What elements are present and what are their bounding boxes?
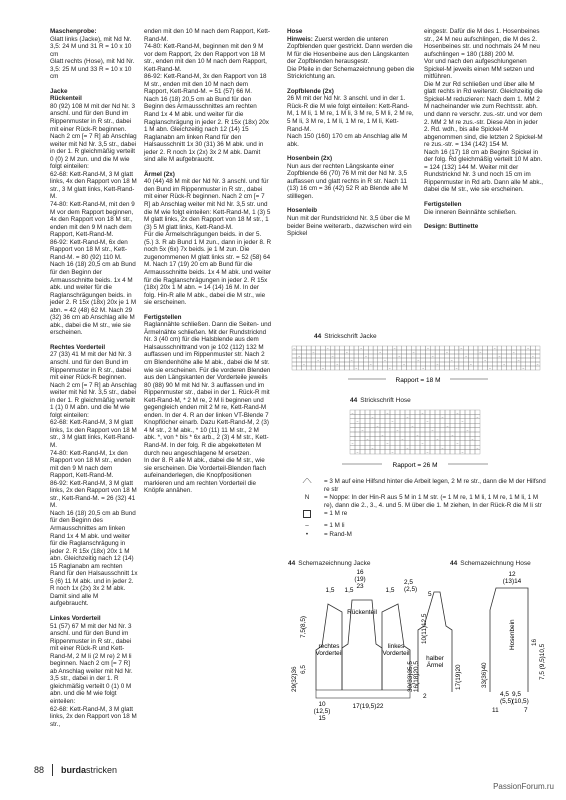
col2-paragraph-5: Ärmel (2x) <box>144 170 175 178</box>
svg-text:6,5: 6,5 <box>300 665 307 674</box>
svg-text:–: – <box>484 358 486 363</box>
svg-text:(13)14: (13)14 <box>502 578 522 585</box>
bund-band <box>316 690 410 698</box>
svg-text:–: – <box>351 441 354 446</box>
svg-text:–: – <box>455 366 458 371</box>
svg-text:–: – <box>396 428 399 433</box>
svg-text:(12,5): (12,5) <box>313 708 331 715</box>
svg-text:11: 11 <box>492 707 499 714</box>
col3-paragraph-11: Hosenleib <box>287 207 318 215</box>
svg-text:–: – <box>427 346 429 351</box>
legend-item <box>296 510 546 521</box>
col4-paragraph-1: Vor und nach den aufgeschlungenen Spickel-M jeweils einen MM setzen und mitführen. <box>424 58 535 81</box>
svg-text:–: – <box>398 354 401 359</box>
svg-text:–: – <box>493 346 496 351</box>
svg-text:17(19)20: 17(19)20 <box>455 664 462 690</box>
legend-symbol-blank <box>296 510 318 521</box>
svg-text:halber: halber <box>426 655 444 662</box>
svg-text:–: – <box>466 428 469 433</box>
svg-text:–: – <box>326 346 329 351</box>
svg-text:–: – <box>379 350 382 355</box>
svg-text:–: – <box>312 350 315 355</box>
svg-text:16: 16 <box>531 638 538 646</box>
svg-text:–: – <box>446 424 449 428</box>
svg-text:–: – <box>384 358 386 363</box>
svg-text:Hosenbein: Hosenbein <box>509 619 516 650</box>
col2-paragraph-2: 86-92: Kett-Rand-M, 3x den Rapport von 18 M str., enden mit den 10 M nach dem Rapport, Kett-Rand-M. = 51 (57) 66 M. <box>144 73 267 96</box>
svg-text:linkes: linkes <box>387 643 405 650</box>
col1-paragraph-15: 62-68: Kett-Rand-M, 3 M glatt links, 1x den Rapport von 18 M str., 3 M glatt links, Kett-Rand-M. <box>50 419 137 449</box>
svg-text:–: – <box>471 437 474 442</box>
svg-text:29(32)36: 29(32)36 <box>291 666 298 692</box>
legend-text: = Noppe: In der Hin-R aus 5 M in 1 M str. (= 1 M re, 1 M li, 1 M re, 1 M li, 1 M re), dann die 2., 3., 4. und 5. M über die 1. M ziehen, In der Rück-R die M li str <box>324 494 542 509</box>
svg-text:(5,5): (5,5) <box>500 698 514 705</box>
svg-text:–: – <box>431 354 434 359</box>
chart-legend <box>296 478 546 539</box>
col4-paragraph-6: Die inneren Beinnähte schließen. <box>424 208 517 216</box>
knitting-grid-hose <box>350 410 480 454</box>
svg-text:Vorderteil: Vorderteil <box>382 650 410 657</box>
svg-text:4,5: 4,5 <box>500 691 509 698</box>
svg-text:–: – <box>446 350 448 355</box>
text-column-3 <box>287 28 415 238</box>
svg-text:–: – <box>361 428 364 433</box>
col1-paragraph-7: Nach 2 cm [= 7 R] ab Anschlag weiter mit Nd Nr. 3,5 str., dabei in der 1. R gleichmäßig verteilt 0 (0) 2 M zun. und die M wie folgt einteilen: <box>50 133 137 171</box>
svg-text:10(11)12,5: 10(11)12,5 <box>421 613 428 644</box>
svg-text:–: – <box>436 362 439 367</box>
watermark: PassionForum.ru <box>493 782 554 791</box>
svg-text:–: – <box>522 366 525 371</box>
svg-text:–: – <box>426 450 429 455</box>
svg-text:–: – <box>376 424 379 428</box>
svg-text:–: – <box>317 358 320 363</box>
svg-text:–: – <box>461 450 464 455</box>
svg-text:–: – <box>512 350 515 355</box>
svg-text:(2,5): (2,5) <box>404 586 418 593</box>
svg-text:–: – <box>422 366 424 371</box>
chart-hose <box>340 406 490 470</box>
knitting-grid-jacke <box>292 346 540 370</box>
svg-text:–: – <box>416 432 419 437</box>
legend-item <box>296 531 546 539</box>
svg-text:Rückenteil: Rückenteil <box>347 609 377 616</box>
svg-text:(10,5): (10,5) <box>512 698 529 705</box>
svg-text:–: – <box>436 437 439 442</box>
svg-text:–: – <box>298 354 300 359</box>
col2-paragraph-6: 40 (44) 48 M mit der Nd Nr. 3 anschl. und für den Bund im Rippenmuster in R str., dabei mit einer Rück-R beginnen. Nach 2 cm [= 7 R] ab Anschlag weiter mit Nd Nr. 3,5 str. und die M wie folgt einteilen: Kett-Rand-M, 1 (3) 5 M glatt links, 2x den Rapport von 18 M str., 1 (3) 5 M glatt links, Kett-Rand-M. <box>144 178 271 231</box>
col2-paragraph-3: Nach 16 (18) 20,5 cm ab Bund für den Beginn des Armausschnittes am rechten Rand 1x 4 M abk. und weiter für die Raglanschrägung in jeder 2. R 15x (18x) 20x 1 M abn. Gleichzeitig nach 12 (14) 15 Raglanabn am linken Rand für den Halsausschnitt 1x 30 (31) 36 M abk. und in jeder 2. R noch 1x (2x) 3x 2 M abk. Damit sind alle M aufgebraucht. <box>144 95 269 164</box>
svg-text:–: – <box>388 366 391 371</box>
svg-text:–: – <box>386 410 389 415</box>
svg-text:–: – <box>391 419 394 424</box>
svg-text:12: 12 <box>508 571 516 578</box>
svg-text:–: – <box>470 362 472 367</box>
svg-text:–: – <box>431 428 434 433</box>
legend-symbol-N: N <box>304 494 310 502</box>
svg-text:1,5: 1,5 <box>344 587 354 594</box>
col4-paragraph-3: Nach 16 (17) 18 cm ab Beginn Spickel in der folg. Rd gleichmäßig verteilt 10 M abn. = 124 (132) 144 M. Weiter mit der Rundstricknd Nr. 3 und noch 15 cm im Rippenmuster in Rd arb. Dann alle M abk., dabei die M str., wie sie erscheinen. <box>424 148 543 194</box>
col1-paragraph-8: 62-68: Kett-Rand-M, 3 M glatt links, 4x den Rapport von 18 M str., 3 M glatt links, Kett-Rand-M. <box>50 170 137 201</box>
svg-text:–: – <box>441 415 444 420</box>
svg-text:–: – <box>366 437 369 442</box>
svg-text:–: – <box>450 358 453 363</box>
text-column-1 <box>50 28 138 728</box>
svg-text:–: – <box>346 350 348 355</box>
svg-text:Ärmel: Ärmel <box>426 662 444 669</box>
svg-text:rechtes: rechtes <box>318 643 340 650</box>
col1-paragraph-17: 86-92: Kett-Rand-M, 3 M glatt links, 2x den Rapport von 18 M str., Kett-Rand-M. = 26 (32) 41 M. <box>50 479 137 510</box>
svg-text:–: – <box>421 410 424 415</box>
svg-text:–: – <box>479 350 482 355</box>
col1-paragraph-16: 74-80: Kett-Rand-M, 1x den Rapport von 18 M str., enden mit den 9 M nach dem Rapport, Kett-Rand-M. <box>50 449 132 480</box>
svg-text:–: – <box>355 366 358 371</box>
svg-text:–: – <box>356 419 359 424</box>
svg-text:–: – <box>356 450 359 455</box>
svg-text:15: 15 <box>318 715 326 720</box>
svg-text:–: – <box>461 419 464 424</box>
svg-text:–: – <box>517 358 520 363</box>
svg-text:–: – <box>406 415 409 420</box>
col2-paragraph-7: Für die Ärmelschrägungen beids. in der 5. (5.) 3. R ab Bund 1 M zun., dann in jeder 8. R noch 5x (6x) 7x beids. je 1 M zun. Die zugenommenen M glatt links str. = 52 (58) 64 M. Nach 17 (19) 20 cm ab Bund für die Armausschnitte beids. 1x 4 M abk. und weiter für die Raglanschrägungen in jeder 2. R 15x (18x) 20x 1 M abn. = 14 (14) 16 M. In der folg. Hin-R alle M abk., dabei die M str., wie sie erscheinen. <box>144 231 272 307</box>
page-number: 88 <box>34 765 45 775</box>
col2-paragraph-0: enden mit den 10 M nach dem Rapport, Kett-Rand-M. <box>144 28 271 43</box>
legend-symbol-cable: ⟋⟍ <box>302 478 312 485</box>
svg-text:7,5 (9,5)10,5: 7,5 (9,5)10,5 <box>539 643 546 680</box>
col1-paragraph-21: 51 (57) 67 M mit der Nd Nr. 3 anschl. und für den Bund im Rippenmuster in R str., dabei mit einer Rück-R und Kett-Rand-M, 2 M li (2 M re) 2 M li beginnen. Nach 2 cm [= 7 R] ab Anschlag weiter mit Nd Nr. 3,5 str., dabei in der 1. R gleichmäßig verteilt 0 (1) 0 M abn. und die M wie folgt einteilen: <box>50 622 133 706</box>
col4-paragraph-5: Fertigstellen <box>424 201 462 209</box>
legend-item <box>296 522 546 530</box>
svg-text:–: – <box>476 446 479 450</box>
svg-text:9,5: 9,5 <box>512 691 521 698</box>
legend-item <box>296 478 546 493</box>
page-footer <box>34 764 117 776</box>
col4-paragraph-0: eingestr. Dafür die M des 1. Hosenbeines str., 24 M neu aufschlingen, die M des 2. Hosenbeines str. und nochmals 24 M neu aufschlingen = 180 (188) 200 M. <box>424 28 540 58</box>
svg-text:–: – <box>465 354 467 359</box>
col3-paragraph-5: 26 M mit der Nd Nr. 3 anschl. und in der 1. Rück-R die M wie folgt einteilen: Kett-Rand-M, 1 M li, 1 M re, 1 M li, 3 M re, 5 M li, 2 M re, 5 M li, 3 M re, 1 M li, 1 M re, 1 M li, Kett-Rand-M. <box>287 95 414 133</box>
col2-paragraph-1: 74-80: Kett-Rand-M, beginnen mit den 9 M vor dem Rapport, 2x den Rapport von 18 M str., enden mit den 10 M nach dem Rapport, Kett-Rand-M. <box>144 43 267 73</box>
svg-text:–: – <box>360 346 362 351</box>
col1-paragraph-13: Rechtes Vorderteil <box>50 343 106 351</box>
svg-text:2: 2 <box>423 693 427 700</box>
svg-text:–: – <box>369 362 372 367</box>
svg-text:–: – <box>411 424 414 428</box>
col3-paragraph-1: Hinweis: Zuerst werden die unteren Zopfblenden quer gestrickt. Dann werden die M für die Hosenbeine aus den Längskanten der Zopfblenden herausgestr. <box>287 35 413 66</box>
svg-text:16(18)20,5: 16(18)20,5 <box>413 661 420 692</box>
col1-paragraph-20: Linkes Vorderteil <box>50 615 101 623</box>
chart-hose-rapport: Rapport = 26 M <box>392 462 438 469</box>
col1-paragraph-6: 80 (92) 108 M mit der Nd Nr. 3 anschl. und für den Bund im Rippenmuster in R str., dabei mit einer Rück-R beginnen. <box>50 102 136 133</box>
col1-paragraph-10: 86-92: Kett-Rand-M, 6x den Rapport von 18 M str., Kett-Rand-M. = 80 (92) 110 M. <box>50 238 128 261</box>
legend-symbol-dash: – <box>305 521 309 529</box>
svg-text:–: – <box>532 354 534 359</box>
svg-text:–: – <box>331 354 334 359</box>
col1-paragraph-4: Jacke <box>50 87 68 95</box>
schema-jacke-caption: 44 Schemazeichnung Jacke <box>288 560 371 567</box>
svg-text:–: – <box>350 358 353 363</box>
schema-hose-drawing <box>400 570 550 720</box>
col1-paragraph-22: 62-68: Kett-Rand-M, 3 M glatt links, 2x den Rapport von 18 M str., <box>50 705 137 728</box>
svg-text:–: – <box>417 358 420 363</box>
chart-hose-caption: 44 Strickschrift Hose <box>350 397 411 404</box>
svg-text:33(36)40: 33(36)40 <box>481 662 488 688</box>
svg-text:–: – <box>451 432 454 437</box>
col3-paragraph-2: Die Pfeile in der Schemazeichnung geben die Strickrichtung an. <box>287 65 415 81</box>
svg-text:–: – <box>351 410 354 415</box>
svg-text:10: 10 <box>318 701 326 708</box>
col3-paragraph-9: Nun aus der rechten Längskante einer Zopfblende 66 (70) 76 M mit der Nd Nr. 3,5 auffassen und glatt rechts in R str. Nach 11 (13) 16 cm = 36 (42) 52 R ab Blende alle M stilllegen. <box>287 162 408 200</box>
col2-paragraph-10: Raglannähte schließen. Dann die Seiten- und Ärmelnähte schließen. Mit der Rundstricknd Nr. 3 (40 cm) für die Halsblende aus dem Halsausschnittrand von je 102 (112) 132 M auffassen und im Rippenmuster str. Nach 2 cm Blendenhöhe alle M abk., dabei die M str. wie sie erscheinen. Für die vorderen Blenden aus den Längskanten der Vorderteile jeweils 80 (88) 90 M mit Nd Nr. 3 auffassen und im Rippenmuster str., dabei in der 1. Rück-R mit Kett-Rand-M, * 2 M re, 2 M li beginnen und gegengleich enden mit 2 M re, Kett-Rand-M enden. In der 4. R an der linken VT-Blende 7 Knopflöcher einarb. Dazu Kett-Rand-M, 2 (3) 4 M str., 2 M abk., * 10 (11) 11 M str., 2 M abk. *, von * bis * 6x arb., 2 (3) 4 M str., Kett-Rand-M. In der folg. R die abgeketteten M durch neu angeschlagene M ersetzen. <box>144 321 272 457</box>
col1-paragraph-2: Glatt rechts (Hose), mit Nd Nr. 3,5: 25 M und 33 R = 10 x 10 cm <box>50 58 135 81</box>
svg-text:–: – <box>303 362 305 367</box>
col1-paragraph-5: Rückenteil <box>50 95 82 103</box>
svg-text:–: – <box>489 366 491 371</box>
svg-text:1,5: 1,5 <box>325 587 335 594</box>
footer-divider <box>52 764 53 776</box>
col4-paragraph-8: Design: Buttinette <box>424 223 479 231</box>
text-column-4 <box>424 28 544 231</box>
svg-text:7,5(8,5): 7,5(8,5) <box>300 615 307 638</box>
col1-paragraph-9: 74-80: Kett-Rand-M, mit den 9 M vor dem Rapport beginnen, 4x den Rapport von 18 M str., enden mit den 9 M nach dem Rapport, Kett-Rand-M. <box>50 201 135 239</box>
svg-text:–: – <box>406 446 409 450</box>
col2-paragraph-11: In der 8. R alle M abk., dabei die M str., wie sie erscheinen. Die Vorderteil-Blenden flach aufeinanderlegen, die Knopfpositionen markieren und am rechten Vorderteil die Knöpfe annähen. <box>144 457 267 495</box>
svg-text:–: – <box>460 346 463 351</box>
svg-text:5: 5 <box>428 591 432 598</box>
legend-text: = 3 M auf eine Hilfsnd hinter die Arbeit legen, 2 M re str., dann die M der Hilfsnd re str <box>324 478 546 493</box>
legend-text: = 1 M li <box>324 521 345 529</box>
chart-jacke <box>288 342 550 384</box>
svg-text:–: – <box>421 441 424 446</box>
svg-text:–: – <box>476 415 479 420</box>
col3-paragraph-0: Hose <box>287 28 303 35</box>
chart-jacke-rapport: Rapport = 18 M <box>395 377 441 384</box>
svg-text:–: – <box>412 350 415 355</box>
svg-text:1,5: 1,5 <box>385 587 395 594</box>
col3-paragraph-8: Hosenbein (2x) <box>287 155 333 163</box>
svg-text:–: – <box>386 441 389 446</box>
col1-paragraph-11: Nach 16 (18) 20,5 cm ab Bund für den Beginn der Armausschnitte beids. 1x 4 M abk. und weiter für die Raglanschrägungen beids. in jeder 2. R 15x (18x) 20x je 1 M abn. = 42 (48) 62 M. Nach 29 (32) 36 cm ab Anschlag alle M abk., dabei die M str., wie sie erscheinen. <box>50 261 137 337</box>
svg-text:–: – <box>365 354 367 359</box>
svg-text:17(19,5)22: 17(19,5)22 <box>352 703 384 710</box>
svg-text:–: – <box>456 410 459 415</box>
schema-hose-caption: 44 Schemazeichnung Hose <box>450 560 531 567</box>
svg-text:7: 7 <box>524 707 528 714</box>
svg-text:–: – <box>393 346 396 351</box>
svg-text:Vorderteil: Vorderteil <box>315 650 343 657</box>
svg-text:–: – <box>293 346 296 351</box>
legend-text: = 1 M re <box>324 510 348 518</box>
chart-jacke-caption: 44 Strickschrift Jacke <box>314 333 377 340</box>
col1-paragraph-0: Maschenprobe: <box>50 28 97 35</box>
svg-text:–: – <box>426 419 429 424</box>
col3-paragraph-6: Nach 150 (160) 170 cm ab Anschlag alle M abk. <box>287 133 408 148</box>
col1-paragraph-1: Glatt links (Jacke), mit Nd Nr. 3,5: 24 M und 31 R = 10 x 10 cm <box>50 35 132 58</box>
col3-paragraph-12: Nun mit der Rundstricknd Nr. 3,5 über die M beider Beine weiterarb., dazwischen wird ein Spickel <box>287 215 412 238</box>
svg-text:–: – <box>536 362 539 367</box>
svg-text:–: – <box>401 437 404 442</box>
svg-text:–: – <box>371 415 374 420</box>
svg-text:(19): (19) <box>354 576 366 583</box>
svg-text:30(33)35,5: 30(33)35,5 <box>407 661 414 692</box>
svg-text:–: – <box>527 346 529 351</box>
svg-text:–: – <box>503 362 506 367</box>
svg-text:–: – <box>456 441 459 446</box>
svg-text:–: – <box>381 432 384 437</box>
legend-item <box>296 494 546 509</box>
legend-symbol-dot: • <box>305 530 309 538</box>
col1-paragraph-14: 27 (33) 41 M mit der Nd Nr. 3 anschl. und für den Bund im Rippenmuster in R str., dabei mit einer Rück-R beginnen. Nach 2 cm [= 7 R] ab Anschlag weiter mit Nd Nr. 3,5 str., dabei in der 1. R gleichmäßig verteilt 1 (1) 0 M abn. und die M wie folgt einteilen: <box>50 351 137 419</box>
svg-text:–: – <box>403 362 405 367</box>
svg-text:16: 16 <box>356 569 364 576</box>
brand-logo: burdastricken <box>61 765 118 775</box>
svg-text:–: – <box>441 446 444 450</box>
col4-paragraph-2: Die M zur Rd schließen und über alle M glatt rechts in Rd weiterstr. Gleichzeitig die Spickel-M reduzieren: Nach dem 1. MM 2 M nacheinander wie zum Rechtsstr. abh. und dann re verschr. zus.-str. und vor dem 2. MM 2 M re zus.-str. Diese Abn in jeder 2. Rd. wdh., bis alle Spickel-M abgenommen sind, die letzten 2 Spickel-M re zus.-str. = 134 (142) 154 M. <box>424 80 543 149</box>
svg-text:–: – <box>336 362 339 367</box>
svg-text:2,5: 2,5 <box>404 579 413 586</box>
svg-text:23: 23 <box>356 583 364 590</box>
svg-text:–: – <box>498 354 501 359</box>
legend-text: = Rand-M <box>324 530 352 538</box>
svg-text:–: – <box>371 446 374 450</box>
col2-paragraph-9: Fertigstellen <box>144 313 182 321</box>
col3-paragraph-4: Zopfblende (2x) <box>287 87 334 95</box>
svg-text:–: – <box>322 366 324 371</box>
svg-text:–: – <box>391 450 394 455</box>
text-column-2 <box>144 28 272 495</box>
col1-paragraph-18: Nach 16 (18) 20,5 cm ab Bund für den Beginn des Armausschnittes am linken Rand 1x 4 M abk. und weiter für die Raglanschrägung in jeder 2. R 15x (18x) 20x 1 M abn. Gleichzeitig nach 12 (14) 15 Raglanabn am rechten Rand für den Halsausschnitt 1x 5 (6) 11 M abk. und in jeder 2. R noch 1x (2x) 3x 2 M abk. Damit sind alle M aufgebraucht. <box>50 509 138 608</box>
